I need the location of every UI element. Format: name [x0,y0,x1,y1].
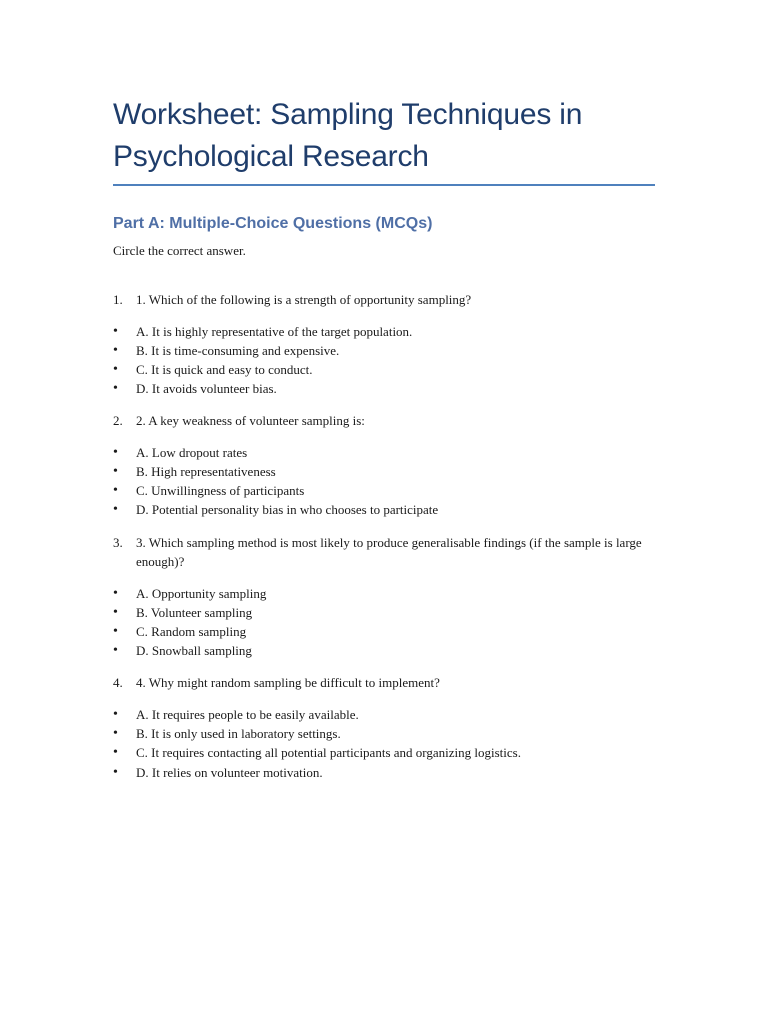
option-text: C. It requires contacting all potential participants and organizing logistics. [136,745,521,761]
part-a-heading: Part A: Multiple-Choice Questions (MCQs) [113,215,433,232]
option-text: B. High representativeness [136,464,276,480]
answer-option[interactable] [113,724,655,743]
bullet-icon: • [113,464,118,480]
bullet-icon: • [113,323,118,339]
option-text: B. It is time-consuming and expensive. [136,342,340,358]
question-text: 3. Which sampling method is most likely to produce generalisable findings (if the sample is large enough)? [136,534,642,570]
question-block-2 [113,411,655,519]
bullet-icon: • [113,502,118,518]
answer-options [113,584,655,661]
answer-options [113,705,655,782]
answer-option[interactable] [113,341,655,360]
option-text: C. It is quick and easy to conduct. [136,361,313,377]
answer-options [113,443,655,520]
question-item [113,673,655,693]
answer-option[interactable] [113,379,655,398]
question-text: 1. Which of the following is a strength of opportunity sampling? [136,292,472,307]
bullet-icon: • [113,643,118,659]
question-number: 3. [113,534,123,550]
bullet-icon: • [113,764,118,780]
answer-option[interactable] [113,603,655,622]
answer-options [113,322,655,399]
bullet-icon: • [113,726,118,742]
bullet-icon: • [113,483,118,499]
option-text: A. It is highly representative of the target population. [136,323,413,339]
question-number: 4. [113,675,123,691]
answer-option[interactable] [113,322,655,341]
answer-option[interactable] [113,743,655,762]
answer-option[interactable] [113,763,655,782]
worksheet-title: Worksheet: Sampling Techniques in Psychological Research [113,94,655,186]
option-text: A. It requires people to be easily available. [136,706,359,722]
question-item [113,411,655,431]
answer-option[interactable] [113,481,655,500]
answer-option[interactable] [113,443,655,462]
option-text: C. Unwillingness of participants [136,483,305,499]
option-text: B. It is only used in laboratory settings. [136,726,341,742]
answer-option[interactable] [113,584,655,603]
bullet-icon: • [113,745,118,761]
question-item [113,533,655,572]
question-item [113,290,655,310]
bullet-icon: • [113,585,118,601]
option-text: D. It avoids volunteer bias. [136,381,277,397]
question-block-3 [113,533,655,661]
option-text: A. Opportunity sampling [136,585,267,601]
bullet-icon: • [113,342,118,358]
option-text: D. It relies on volunteer motivation. [136,764,323,780]
option-text: D. Potential personality bias in who chooses to participate [136,502,439,518]
question-block-1 [113,290,655,398]
option-text: B. Volunteer sampling [136,604,253,620]
question-block-4 [113,673,655,781]
answer-option[interactable] [113,641,655,660]
worksheet-page [113,94,655,795]
bullet-icon: • [113,444,118,460]
answer-option[interactable] [113,462,655,481]
bullet-icon: • [113,624,118,640]
option-text: D. Snowball sampling [136,643,252,659]
answer-option[interactable] [113,360,655,379]
answer-option[interactable] [113,622,655,641]
part-a-instruction: Circle the correct answer. [113,243,246,258]
question-number: 2. [113,413,123,429]
question-text: 4. Why might random sampling be difficult to implement? [136,675,440,691]
question-number: 1. [113,292,123,307]
question-text: 2. A key weakness of volunteer sampling is: [136,413,365,429]
option-text: A. Low dropout rates [136,444,248,460]
bullet-icon: • [113,706,118,722]
bullet-icon: • [113,604,118,620]
option-text: C. Random sampling [136,624,247,640]
bullet-icon: • [113,381,118,397]
question-list [113,290,655,782]
answer-option[interactable] [113,705,655,724]
answer-option[interactable] [113,500,655,519]
bullet-icon: • [113,361,118,377]
